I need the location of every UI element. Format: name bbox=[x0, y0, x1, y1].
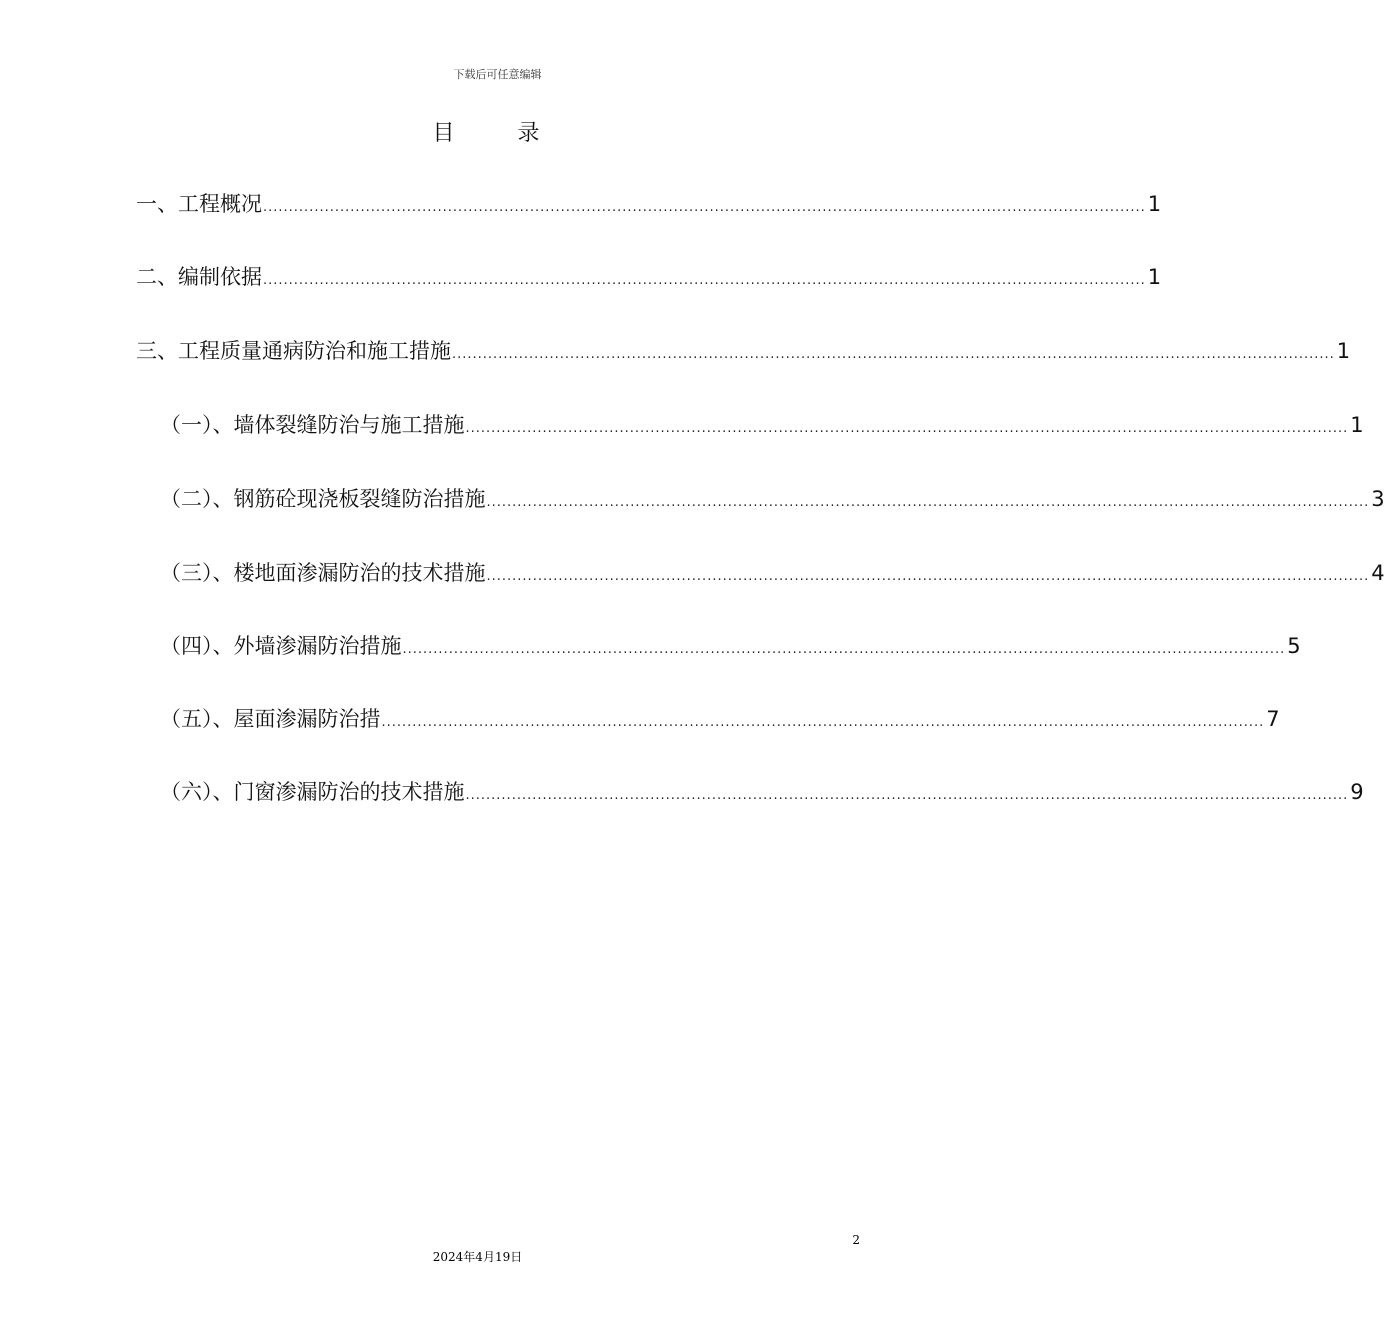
toc-entry-roof-leakage[interactable] bbox=[160, 702, 1280, 736]
toc-entry-slab-cracks[interactable] bbox=[160, 482, 1385, 516]
toc-entry-page: 1 bbox=[1350, 413, 1364, 437]
toc-title: 目 录 bbox=[432, 121, 568, 146]
toc-entry-label: （三）、楼地面渗漏防治的技术措施 bbox=[160, 561, 486, 585]
toc-dot-leader: ............................................................................................................................................................................ bbox=[263, 273, 1146, 288]
toc-entry-overview[interactable] bbox=[136, 187, 1162, 221]
header-note: 下载后可任意编辑 bbox=[453, 68, 542, 81]
toc-entry-page: 5 bbox=[1287, 634, 1301, 658]
toc-entry-page: 1 bbox=[1147, 265, 1162, 289]
toc-entry-label: （六）、门窗渗漏防治的技术措施 bbox=[160, 780, 465, 804]
toc-dot-leader: ............................................................................................................................................................................ bbox=[452, 347, 1335, 362]
toc-entry-wall-cracks[interactable] bbox=[160, 408, 1364, 442]
toc-entry-quality-measures[interactable] bbox=[136, 334, 1351, 368]
toc-dot-leader: ............................................................................................................................................................................ bbox=[381, 715, 1265, 730]
toc-entry-label: （二）、钢筋砼现浇板裂缝防治措施 bbox=[160, 487, 486, 511]
toc-dot-leader: ............................................................................................................................................................................ bbox=[465, 421, 1349, 436]
toc-entry-window-leakage[interactable] bbox=[160, 775, 1364, 809]
toc-entry-label: 三、工程质量通病防治和施工措施 bbox=[136, 339, 451, 363]
toc-entry-page: 3 bbox=[1371, 487, 1385, 511]
toc-entry-page: 9 bbox=[1350, 780, 1364, 804]
toc-dot-leader: ............................................................................................................................................................................ bbox=[465, 788, 1349, 803]
toc-entry-page: 1 bbox=[1147, 192, 1162, 216]
toc-entry-page: 1 bbox=[1336, 339, 1351, 363]
toc-entry-basis[interactable] bbox=[136, 260, 1162, 294]
toc-entry-label: 二、编制依据 bbox=[136, 265, 262, 289]
toc-dot-leader: ............................................................................................................................................................................ bbox=[486, 495, 1370, 510]
toc-entry-label: （一）、墙体裂缝防治与施工措施 bbox=[160, 413, 465, 437]
toc-entry-floor-leakage[interactable] bbox=[160, 556, 1385, 590]
toc-entry-page: 4 bbox=[1371, 561, 1385, 585]
toc-dot-leader: ............................................................................................................................................................................ bbox=[486, 569, 1370, 584]
toc-dot-leader: ............................................................................................................................................................................ bbox=[402, 642, 1286, 657]
toc-entry-label: （四）、外墙渗漏防治措施 bbox=[160, 634, 402, 658]
toc-entry-label: 一、工程概况 bbox=[136, 192, 262, 216]
footer-date: 2024年4月19日 bbox=[432, 1250, 523, 1264]
toc-entry-exterior-wall-leakage[interactable] bbox=[160, 629, 1301, 663]
page-number: 2 bbox=[852, 1233, 860, 1247]
toc-entry-page: 7 bbox=[1266, 707, 1280, 731]
toc-entry-label: （五）、屋面渗漏防治措 bbox=[160, 707, 381, 731]
toc-dot-leader: ............................................................................................................................................................................ bbox=[263, 200, 1146, 215]
